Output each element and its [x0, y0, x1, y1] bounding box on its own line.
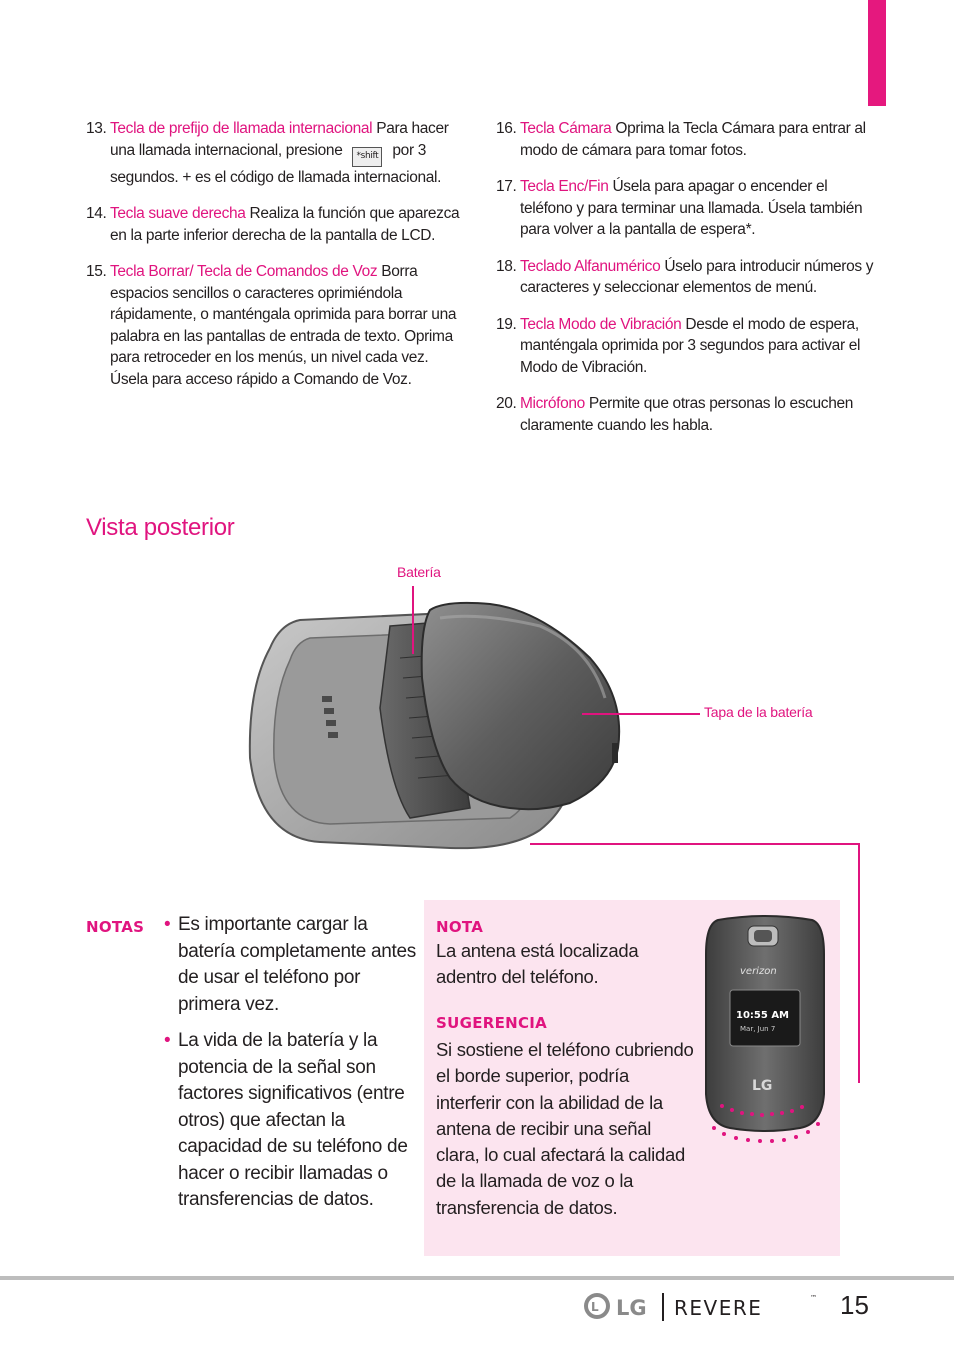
- item-text: Desde el modo de espera, manténgala oprimida por 3 segundos para activar el Modo de Vibración.: [520, 315, 861, 376]
- note-text: La antena está localizada adentro del teléfono.: [436, 940, 639, 988]
- note-item: [86, 912, 416, 1018]
- item-term: Tecla Cámara: [520, 120, 612, 137]
- item-number: 14.: [86, 205, 107, 222]
- item-number: 17.: [496, 178, 517, 195]
- svg-text:L: L: [591, 1300, 599, 1314]
- note-text: La vida de la batería y la potencia de la señal son factores significativos (entre otros) que afectan la capacidad de su teléfono de hacer o recibir llamadas o transferencias de datos.: [178, 1030, 408, 1210]
- footer-divider: [0, 1276, 954, 1280]
- items-right-column: [496, 118, 876, 451]
- notes-label: NOTAS: [86, 918, 145, 936]
- item-text: Oprima la Tecla Cámara para entrar al modo de cámara para tomar fotos.: [520, 120, 866, 159]
- note-title: NOTA: [436, 918, 484, 936]
- battery-cover-leader-line: [582, 713, 700, 715]
- section-title: Vista posterior: [86, 514, 235, 541]
- item-term: Tecla suave derecha: [110, 205, 246, 222]
- footer-brand-logo: [582, 1290, 832, 1324]
- note-text: Es importante cargar la batería completamente antes de usar el teléfono por primera vez.: [178, 914, 416, 1015]
- chapter-tab-marker: [868, 0, 886, 106]
- battery-label: Batería: [397, 564, 441, 580]
- battery-leader-line: [412, 586, 414, 654]
- bullet-icon: •: [164, 914, 171, 935]
- list-item: [86, 203, 466, 246]
- list-item: [86, 261, 466, 390]
- item-term: Tecla de prefijo de llamada internacional: [110, 120, 373, 137]
- carrier-logo: verizon: [740, 966, 777, 977]
- footer-separator: [662, 1293, 664, 1321]
- bullet-icon: •: [164, 1030, 171, 1051]
- item-number: 16.: [496, 120, 517, 137]
- item-text: Para hacer una llamada internacional, presione: [110, 120, 449, 159]
- item-number: 18.: [496, 257, 517, 275]
- note-item: [86, 1028, 416, 1214]
- item-term: Tecla Enc/Fin: [520, 178, 609, 195]
- item-term: Teclado Alfanumérico: [520, 257, 661, 275]
- tip-title: SUGERENCIA: [436, 1014, 548, 1032]
- side-key: [612, 743, 618, 763]
- items-left-column: [86, 118, 466, 405]
- footer-trademark: ™: [810, 1294, 817, 1302]
- antenna-leader-line-horizontal: [530, 843, 860, 845]
- item-text-cont: por 3 segundos. + es el código de llamada internacional.: [110, 141, 442, 186]
- item-number: 13.: [86, 120, 107, 137]
- phone-front-illustration: [700, 914, 830, 1150]
- tip-text: Si sostiene el teléfono cubriendo el borde superior, podría interferir con la abilidad de la antena de recibir una señal clara, lo cual afectará la calidad de la llamada de voz o la transferencia de datos.: [436, 1039, 694, 1218]
- item-text: Úsela para apagar o encender el teléfono y para terminar una llamada. Úsela también para volver a la pantalla de espera*.: [520, 178, 863, 238]
- battery-cover: [422, 603, 619, 809]
- item-term: Tecla Modo de Vibración: [520, 315, 682, 333]
- screen-time: 10:55 AM: [736, 1010, 790, 1021]
- footer-product-name: REVERE: [674, 1296, 763, 1320]
- lg-logo: LG: [752, 1078, 773, 1094]
- antenna-leader-line-vertical: [858, 843, 860, 1083]
- page-number: 15: [840, 1290, 869, 1320]
- notes-section: [86, 912, 416, 1224]
- footer-lg-text: LG: [616, 1296, 647, 1320]
- list-item: [496, 393, 876, 436]
- screen-date: Mar, Jun 7: [740, 1025, 776, 1033]
- list-item: [496, 118, 876, 161]
- item-term: Micrófono: [520, 395, 585, 412]
- item-text: Permite que otras personas lo escuchen claramente cuando les habla.: [520, 395, 854, 434]
- item-text: Borra espacios sencillos o caracteres oprimiéndola rápidamente, o manténgala oprimida para borrar una palabra en las pantallas de entrada de texto. Oprima para retroceder en los menús, un nivel cada vez. Úsela para acceso rápido a Comando de Voz.: [110, 263, 457, 388]
- item-term: Tecla Borrar/ Tecla de Comandos de Voz: [110, 263, 378, 280]
- list-item: [86, 118, 466, 188]
- item-number: 15.: [86, 263, 107, 280]
- item-text: Realiza la función que aparezca en la parte inferior derecha de la pantalla de LCD.: [110, 205, 460, 244]
- item-number: 19.: [496, 315, 517, 333]
- battery-cover-label: Tapa de la batería: [704, 704, 813, 720]
- note-tip-box: [424, 900, 840, 1256]
- star-shift-key-icon: *shift: [352, 147, 382, 167]
- phone-rear-illustration: [240, 598, 640, 858]
- list-item: [496, 314, 876, 379]
- item-text: Úselo para introducir números y caracteres y seleccionar elementos de menú.: [520, 257, 874, 296]
- list-item: [496, 176, 876, 241]
- list-item: [496, 256, 876, 299]
- item-number: 20.: [496, 395, 517, 412]
